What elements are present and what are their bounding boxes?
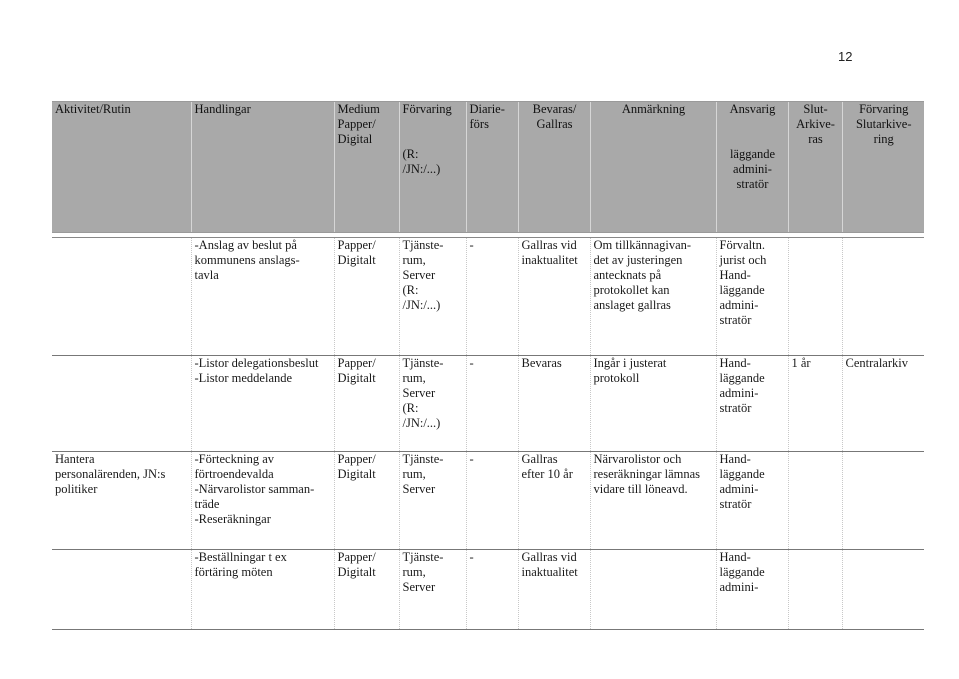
table-cell [590,550,716,630]
table-cell [399,356,466,452]
header-cell-forvaring [399,102,466,233]
cell-line [403,117,464,132]
cell-line: admini- [719,386,759,400]
cell-line: träde [194,497,220,511]
cell-line: stratör [719,401,752,415]
table-cell [399,452,466,550]
table-cell [52,238,191,356]
cell-line: Digitalt [337,565,376,579]
table-row [52,452,924,550]
cell-line: stratör [719,313,752,327]
header-cell-anmarkning [590,102,716,233]
cell-line: /JN:/...) [402,162,441,176]
cell-line: -Anslag av beslut på [194,238,297,252]
cell-line: (R: [402,147,419,161]
cell-line: Papper/ [337,238,376,252]
table-cell [518,356,590,452]
cell-line: tavla [194,268,219,282]
table-row [52,356,924,452]
table-cell [590,238,716,356]
cell-line: kommunens anslags- [194,253,300,267]
cell-line: Hand- [719,452,751,466]
table-cell [518,238,590,356]
cell-line: det av justeringen [593,253,683,267]
cell-line: - [469,356,474,370]
cell-line: -Beställningar t ex [194,550,287,564]
table-cell [788,550,842,630]
table-cell [334,550,399,630]
cell-line: Om tillkännagivan- [593,238,692,252]
cell-line: Slutarkive- [855,117,912,131]
cell-line: Bevaras/ [532,102,577,116]
header-cell-diarieförs [466,102,518,233]
cell-line: ring [873,132,894,146]
cell-line: Gallras [521,452,558,466]
header-cell-ansvarig [716,102,788,233]
table-cell [399,550,466,630]
table-cell [466,550,518,630]
cell-line: reseräkningar lämnas [593,467,701,481]
cell-line: Hand- [719,550,751,564]
header-cell-forvaring-slutarkivering [842,102,924,233]
table-cell [716,550,788,630]
table-cell [716,238,788,356]
cell-line: jurist och [719,253,767,267]
cell-line: Server [402,268,436,282]
cell-line: admini- [719,298,759,312]
cell-line: - [469,238,474,252]
cell-line: Handlingar [194,102,251,116]
cell-line: Server [402,580,436,594]
table-row [52,238,924,356]
cell-line: Gallras [536,117,573,131]
cell-line: - [469,452,474,466]
cell-line: -Listor delegationsbeslut [194,356,319,370]
cell-line: -Närvarolistor samman- [194,482,315,496]
cell-line: protokollet kan [593,283,670,297]
table-cell [191,452,334,550]
cell-line: rum, [402,467,426,481]
cell-line: förtäring möten [194,565,273,579]
table-cell [590,356,716,452]
table-cell [52,356,191,452]
cell-line: Digitalt [337,253,376,267]
cell-line: efter 10 år [521,467,573,481]
cell-line: Centralarkiv [845,356,908,370]
cell-line: stratör [719,497,752,511]
table-cell [191,356,334,452]
cell-line: Förvaltn. [719,238,765,252]
header-cell-medium [334,102,399,233]
cell-line: Medium [337,102,380,116]
cell-line: Papper/ [337,452,376,466]
table-cell [842,550,924,630]
cell-line: - [469,550,474,564]
cell-line: inaktualitet [521,253,578,267]
cell-line: Förvaring [402,102,452,116]
table-cell [788,356,842,452]
cell-line [720,132,786,147]
header-cell-bevaras [518,102,590,233]
header-row [52,102,924,233]
table-cell [518,550,590,630]
cell-line: -Reseräkningar [194,512,271,526]
table-cell [334,452,399,550]
cell-line: Tjänste- [402,238,444,252]
table-cell [518,452,590,550]
cell-line: /JN:/...) [402,416,441,430]
cell-line: vidare till löneavd. [593,482,688,496]
page-number: 12 [838,49,853,64]
cell-line: -Förteckning av [194,452,274,466]
header-cell-handlingar [191,102,334,233]
table-cell [399,238,466,356]
cell-line: Tjänste- [402,356,444,370]
cell-line: admini- [719,580,759,594]
cell-line: 1 år [791,356,811,370]
cell-line: Papper/ [337,356,376,370]
cell-line: Digitalt [337,467,376,481]
cell-line: Arkive- [796,117,835,131]
cell-line: Tjänste- [402,452,444,466]
cell-line: Ansvarig [729,102,776,116]
cell-line: protokoll [593,371,640,385]
cell-line: Hand- [719,356,751,370]
cell-line: Anmärkning [621,102,686,116]
cell-line: läggande [729,147,776,161]
cell-line: Digitalt [337,371,376,385]
cell-line: Server [402,482,436,496]
cell-line [720,117,786,132]
cell-line: Förvaring [859,102,909,116]
cell-line: (R: [402,283,419,297]
cell-line: läggande [719,283,765,297]
cell-line: läggande [719,565,765,579]
cell-line: admini- [719,482,759,496]
cell-line: /JN:/...) [402,298,441,312]
cell-line: Gallras vid [521,550,577,564]
records-table [52,101,924,630]
cell-line: Gallras vid [521,238,577,252]
cell-line: -Listor meddelande [194,371,293,385]
table-cell [52,550,191,630]
table-row [52,550,924,630]
cell-line: Hantera [55,452,95,466]
cell-line: ras [808,132,823,146]
cell-line: Diarie- [469,102,505,116]
table-cell [842,356,924,452]
cell-line [403,132,464,147]
cell-line: rum, [402,253,426,267]
cell-line: Bevaras [521,356,562,370]
table-cell [466,452,518,550]
cell-line: Slut- [803,102,828,116]
table-cell [716,452,788,550]
table-cell [52,452,191,550]
table-cell [466,356,518,452]
cell-line: anslaget gallras [593,298,671,312]
header-cell-slutarkiveras [788,102,842,233]
cell-line: politiker [55,482,98,496]
cell-line: Aktivitet/Rutin [55,102,131,116]
cell-line: Server [402,386,436,400]
table-cell [842,238,924,356]
cell-line: admini- [733,162,772,176]
cell-line: läggande [719,467,765,481]
cell-line: läggande [719,371,765,385]
cell-line: Tjänste- [402,550,444,564]
cell-line: Hand- [719,268,751,282]
table-cell [466,238,518,356]
cell-line: förtroendevalda [194,467,274,481]
cell-line: (R: [402,401,419,415]
table-cell [590,452,716,550]
cell-line: rum, [402,371,426,385]
header-cell-aktivitet [52,102,191,233]
cell-line: stratör [736,177,769,191]
cell-line: antecknats på [593,268,662,282]
cell-line: Digital [337,132,373,146]
table-cell [334,356,399,452]
cell-line: rum, [402,565,426,579]
cell-line: Närvarolistor och [593,452,682,466]
table-cell [788,238,842,356]
cell-line: Ingår i justerat [593,356,667,370]
table-cell [191,238,334,356]
table-cell [788,452,842,550]
table-cell [334,238,399,356]
cell-line: Papper/ [337,117,376,131]
table-cell [716,356,788,452]
table-cell [191,550,334,630]
cell-line: inaktualitet [521,565,578,579]
table-cell [842,452,924,550]
cell-line: förs [469,117,489,131]
cell-line: personalärenden, JN:s [55,467,166,481]
cell-line: Papper/ [337,550,376,564]
